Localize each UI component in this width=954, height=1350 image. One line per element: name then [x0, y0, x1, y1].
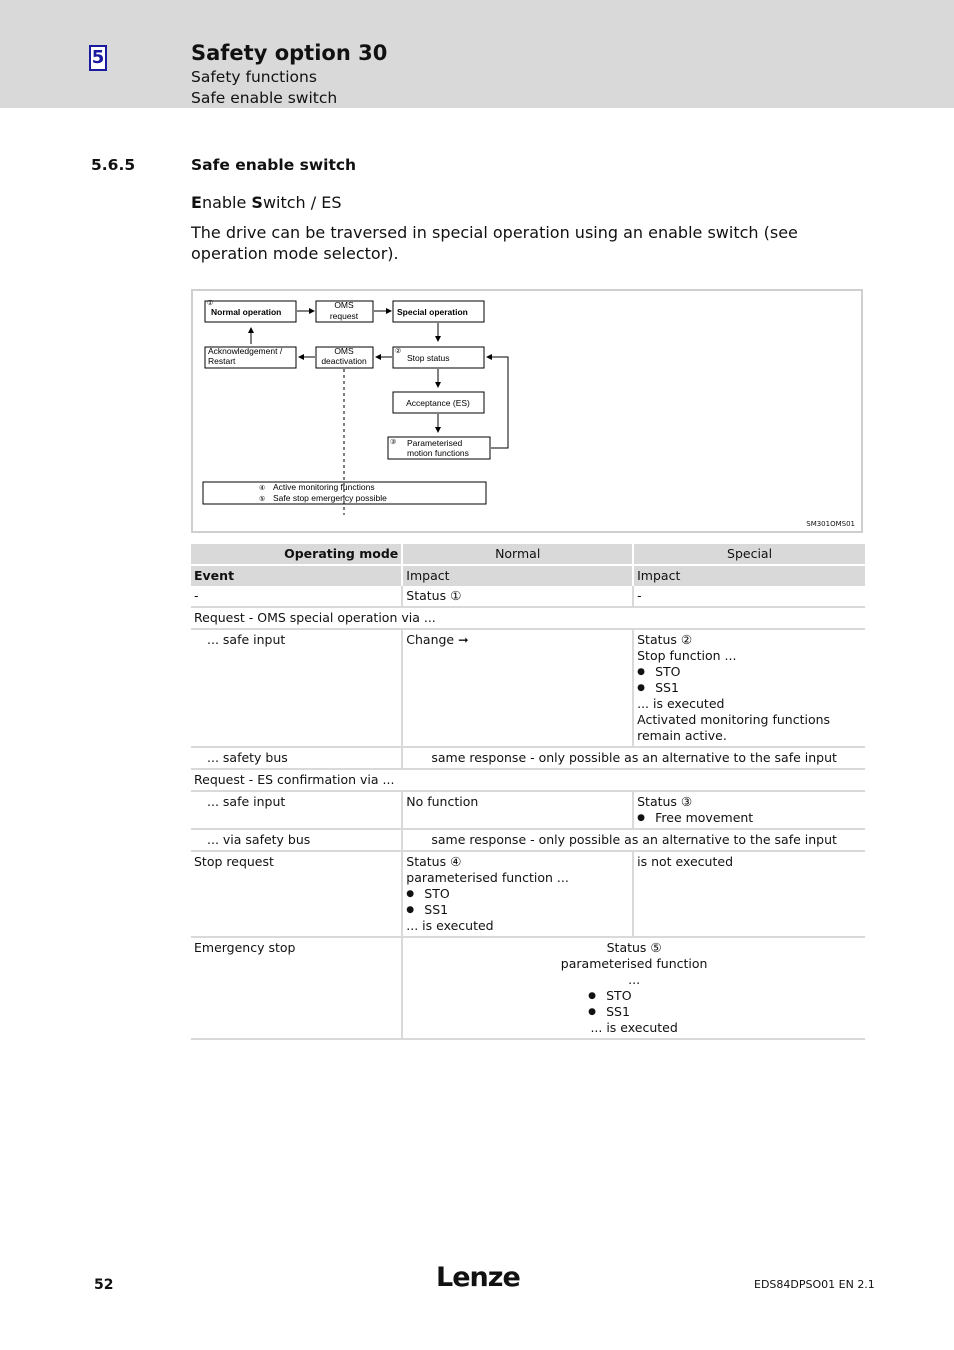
header-impact-special: Impact: [633, 565, 865, 586]
table-subheader-row: [191, 565, 865, 586]
cell-same-response: same response - only possible as an alternative to the safe input: [402, 747, 865, 769]
label-oms-request-1: OMS: [334, 300, 354, 310]
label-normal-operation: Normal operation: [211, 307, 282, 317]
status-2: Status ②: [637, 632, 693, 647]
marker-3: ③: [390, 439, 397, 446]
label-param-1: Parameterised: [407, 438, 463, 448]
page-header: [0, 0, 954, 108]
label-ack-1: Acknowledgement /: [208, 346, 283, 356]
cell-normal: Status ①: [402, 586, 633, 607]
table-row: [191, 769, 865, 791]
param-function: parameterised function ...: [406, 870, 569, 885]
marker-4: ④: [259, 485, 266, 492]
cell-change: Change ➞: [402, 629, 633, 747]
stop-function: Stop function ...: [637, 648, 737, 663]
cell-emergency-impact: [402, 937, 865, 1039]
chapter-number[interactable]: 5: [89, 45, 107, 71]
table-row: [191, 607, 865, 629]
bullet-free-movement: ● Free movement: [637, 810, 862, 826]
status-5: Status ⑤: [606, 940, 662, 955]
event-table: [191, 544, 865, 1040]
bullet-ss1-3: ● SS1: [588, 1004, 714, 1020]
marker-5: ⑤: [259, 496, 266, 503]
es-text-2: witch / ES: [262, 193, 342, 212]
page-number: 52: [94, 1277, 114, 1293]
table-row: [191, 791, 865, 829]
header-normal: Normal: [402, 544, 633, 565]
es-text-1: nable: [201, 193, 252, 212]
table-row: [191, 937, 865, 1039]
es-letter-s: S: [251, 193, 263, 212]
enable-switch-heading: [191, 193, 342, 212]
table-row: [191, 747, 865, 769]
cell-via-safety-bus: ... via safety bus: [191, 829, 402, 851]
header-event: Event: [191, 565, 402, 586]
es-letter-e: E: [191, 193, 202, 212]
cell-emergency-stop: Emergency stop: [191, 937, 402, 1039]
label-stop-status: Stop status: [407, 353, 450, 363]
cell-special-oms-safe: [633, 629, 865, 747]
bullet-ss1: ● SS1: [637, 680, 862, 696]
cell-no-function: No function: [402, 791, 633, 829]
cell-event: -: [191, 586, 402, 607]
table-header-row: [191, 544, 865, 565]
header-subtitle-2: Safe enable switch: [191, 89, 338, 107]
header-special: Special: [633, 544, 865, 565]
table-row: [191, 829, 865, 851]
bullet-ss1-2: ● SS1: [406, 902, 629, 918]
label-special-operation: Special operation: [397, 307, 468, 317]
header-impact-normal: Impact: [402, 565, 633, 586]
cell-safety-bus: ... safety bus: [191, 747, 402, 769]
figure-code: SM301OMS01: [806, 520, 855, 528]
cell-request-oms: Request - OMS special operation via ...: [191, 607, 865, 629]
is-executed-3: ... is executed: [590, 1020, 678, 1035]
is-executed: ... is executed: [637, 696, 725, 711]
label-param-2: motion functions: [407, 448, 469, 458]
label-active-monitoring: Active monitoring functions: [273, 482, 375, 492]
label-safe-stop: Safe stop emergency possible: [273, 493, 387, 503]
state-diagram: [191, 289, 863, 533]
bullet-sto: ● STO: [637, 664, 862, 680]
is-executed-2: ... is executed: [406, 918, 494, 933]
cell-not-executed: is not executed: [633, 851, 865, 937]
label-oms-deact-2: deactivation: [321, 356, 367, 366]
param-function-2: parameterised function ...: [560, 956, 708, 987]
state-diagram-svg: [193, 291, 863, 533]
chapter-title: Safety option 30: [191, 41, 388, 65]
cell-safe-input-2: ... safe input: [191, 791, 402, 829]
table-row: [191, 586, 865, 607]
marker-2: ②: [395, 348, 402, 355]
section-number: 5.6.5: [91, 156, 136, 174]
marker-1: ①: [207, 300, 214, 307]
document-id: EDS84DPSO01 EN 2.1: [754, 1278, 875, 1291]
cell-safe-input: ... safe input: [191, 629, 402, 747]
table-row: [191, 629, 865, 747]
bullet-sto-2: ● STO: [406, 886, 629, 902]
cell-same-response-2: same response - only possible as an alternative to the safe input: [402, 829, 865, 851]
header-operating-mode: Operating mode: [191, 544, 402, 565]
status-4: Status ④: [406, 854, 462, 869]
bullet-sto-3: ● STO: [588, 988, 714, 1004]
label-acceptance: Acceptance (ES): [406, 398, 470, 408]
cell-request-es: Request - ES confirmation via ...: [191, 769, 865, 791]
cell-stop-request: Stop request: [191, 851, 402, 937]
status-3: Status ③: [637, 794, 693, 809]
activated-monitoring: Activated monitoring functions remain active.: [637, 712, 831, 743]
section-title: Safe enable switch: [191, 156, 357, 174]
table-row: [191, 851, 865, 937]
intro-paragraph: The drive can be traversed in special operation using an enable switch (see operation mode selector).: [191, 223, 798, 263]
label-ack-2: Restart: [208, 356, 236, 366]
lenze-logo: Lenze: [436, 1262, 520, 1293]
cell-special: -: [633, 586, 865, 607]
cell-stop-normal: [402, 851, 633, 937]
label-oms-deact-1: OMS: [334, 346, 354, 356]
cell-special-es: [633, 791, 865, 829]
header-subtitle-1: Safety functions: [191, 68, 317, 86]
label-oms-request-2: request: [329, 311, 359, 321]
